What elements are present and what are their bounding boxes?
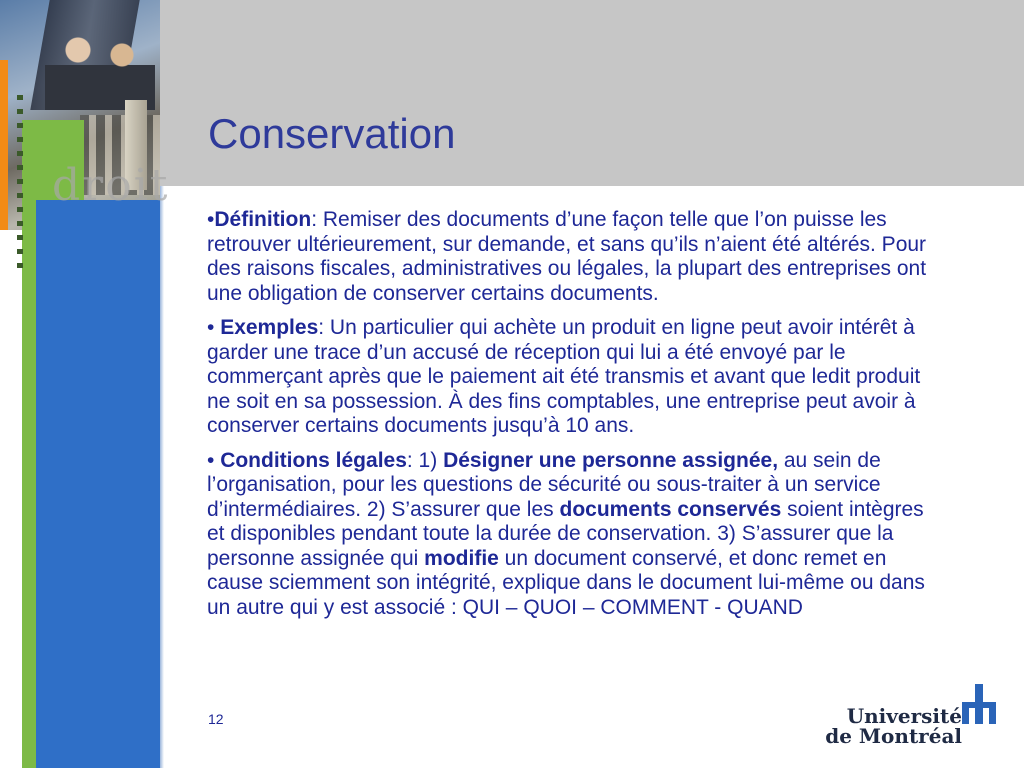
logo-line-2: de Montréal — [825, 724, 962, 748]
orange-accent-bar — [0, 60, 8, 230]
examples-term: Exemples — [220, 316, 319, 339]
blue-column-edge — [160, 186, 164, 768]
blue-accent-column — [36, 200, 160, 768]
bullet: • — [207, 448, 221, 472]
legal-text-2: au sein de l’organisation, pour les questions de sécurité ou sous-traiter à un service d’intermédiaires. 2) S’assurer que les — [207, 448, 881, 521]
definition-term: Définition — [214, 208, 312, 231]
page-number: 12 — [208, 711, 224, 727]
dotted-accent-line — [17, 95, 23, 275]
examples-text: : Un particulier qui achète un produit en ligne peut avoir intérêt à garder une trace d’un accusé de réception qui lui a été envoyé par le commerçant après que le paiement ait été transmis et avant que ledit produit ne soit en sa possession. À des fins comptables, une entreprise peut avoir à conserver certains documents jusqu’à 10 ans. — [207, 316, 921, 437]
universite-de-montreal-logo — [825, 682, 996, 748]
logo-line-1: Université — [846, 704, 962, 728]
legal-text-3: soient intègres et disponibles pendant toute la durée de conservation. 3) S’assurer que la personne assignée qui — [207, 497, 924, 570]
legal-text-1: : 1) — [406, 448, 444, 472]
slide-body — [207, 208, 932, 630]
slide-title: Conservation — [208, 110, 456, 157]
udem-emblem-icon — [962, 684, 996, 726]
definition-paragraph — [207, 208, 932, 306]
definition-text: : Remiser des documents d’une façon telle que l’on puisse les retrouver ultérieurement, sur demande, et sans qu’ils n’aient été altérés. Pour des raisons fiscales, administratives ou légales, la plupart des entreprises ont une obligation de conserver certains documents. — [207, 208, 927, 305]
examples-paragraph — [207, 316, 932, 439]
legal-bold-1: Désigner une personne assignée, — [443, 448, 779, 472]
bullet: • — [207, 208, 215, 231]
bullet: • — [207, 316, 221, 339]
droit-decor-word: droit — [52, 160, 170, 211]
legal-conditions-paragraph — [207, 449, 932, 621]
legal-conditions-term: Conditions légales — [220, 448, 407, 472]
legal-text-4: un document conservé, et donc remet en cause sciemment son intégrité, explique dans le document lui-même ou dans un autre qui y est associé : QUI – QUOI – COMMENT - QUAND — [207, 546, 925, 619]
students-photo — [45, 10, 155, 110]
legal-bold-3: modifie — [424, 546, 499, 570]
legal-bold-2: documents conservés — [559, 497, 782, 521]
